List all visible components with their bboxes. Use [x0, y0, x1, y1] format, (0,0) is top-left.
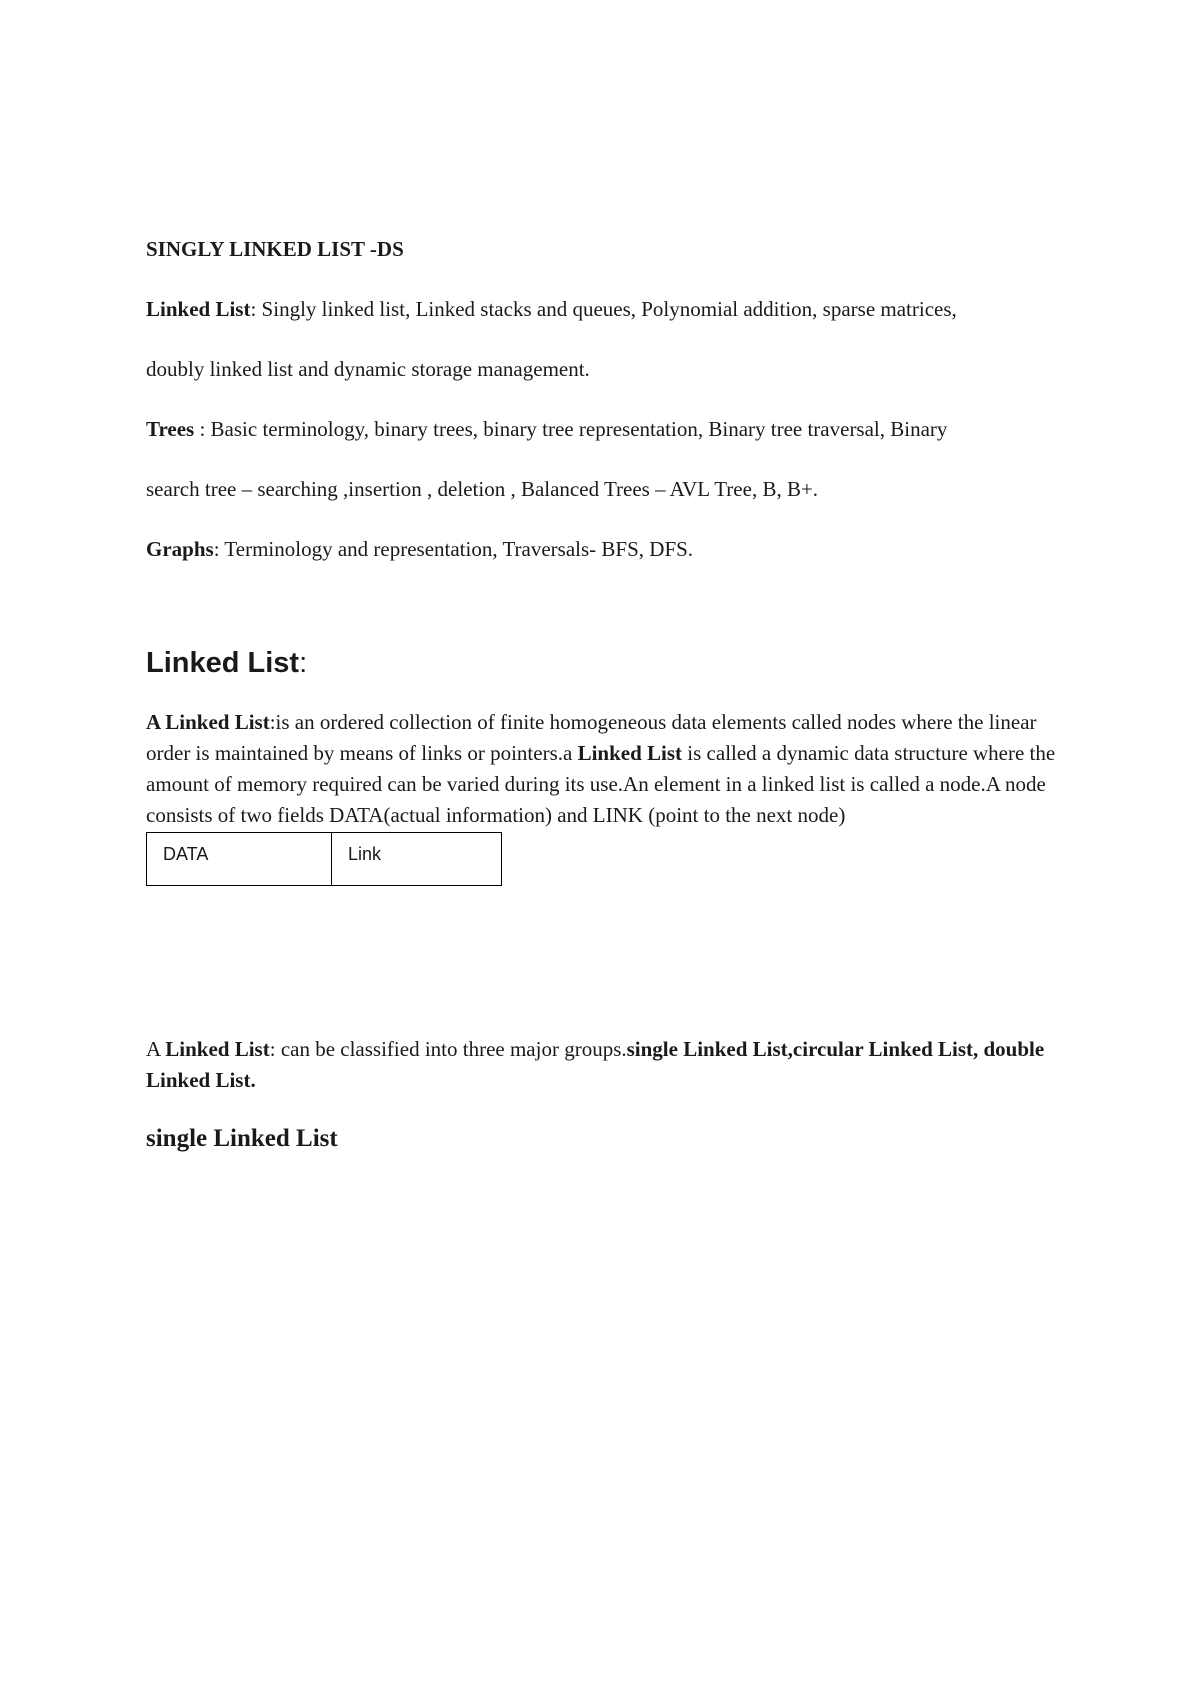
- node-structure-table: [146, 832, 502, 886]
- section-heading-tail: :: [299, 647, 308, 679]
- definition-lead: A Linked List: [146, 710, 270, 734]
- linked-list-definition: [146, 707, 1086, 831]
- classification-text: : can be classified into three major groups.: [269, 1037, 627, 1061]
- definition-part1: :is an ordered collection of finite homogeneous data elements called nodes where the linear order is maintained by means of links or pointers.a: [146, 710, 1037, 765]
- definition-mid: Linked List: [577, 741, 683, 765]
- section-heading-bold: Linked List: [146, 647, 300, 679]
- classification-lead-bold: Linked List: [165, 1037, 270, 1061]
- node-field-data: DATA: [147, 833, 332, 886]
- syllabus-text: : Singly linked list, Linked stacks and queues, Polynomial addition, sparse matrices,: [250, 297, 957, 321]
- linked-list-classification: [146, 1034, 1086, 1096]
- document-page: [146, 234, 1086, 1155]
- syllabus-text: : Basic terminology, binary trees, binary tree representation, Binary tree traversal, Binary: [194, 417, 948, 441]
- classification-lead: A: [146, 1037, 166, 1061]
- syllabus-linked-list: [146, 294, 1086, 325]
- syllabus-text: doubly linked list and dynamic storage management.: [146, 357, 590, 381]
- syllabus-text: search tree – searching ,insertion , deletion , Balanced Trees – AVL Tree, B, B+.: [146, 477, 819, 501]
- syllabus-graphs: [146, 534, 1086, 565]
- section-heading-linked-list: [146, 645, 1086, 681]
- definition-part2: is called a dynamic data structure where the amount of memory required can be varied during its use.An element in a linked list is called a node.A node consists of two fields DATA(actual information) and LINK (point to the next node): [146, 741, 1056, 827]
- syllabus-term: Trees: [146, 417, 195, 441]
- syllabus-text: : Terminology and representation, Traversals- BFS, DFS.: [213, 537, 694, 561]
- syllabus-term: Graphs: [146, 537, 214, 561]
- syllabus-doubly-linked: [146, 354, 1086, 385]
- classification-groups: single Linked List,circular Linked List, double Linked List.: [146, 1037, 1045, 1092]
- syllabus-trees: [146, 414, 1086, 445]
- syllabus-search-tree: [146, 474, 1086, 505]
- syllabus-term: Linked List: [146, 297, 251, 321]
- subheading-single-linked-list: single Linked List: [146, 1125, 338, 1152]
- document-title: SINGLY LINKED LIST -DS: [146, 237, 404, 261]
- node-field-link: Link: [332, 833, 502, 886]
- table-row: [147, 833, 502, 886]
